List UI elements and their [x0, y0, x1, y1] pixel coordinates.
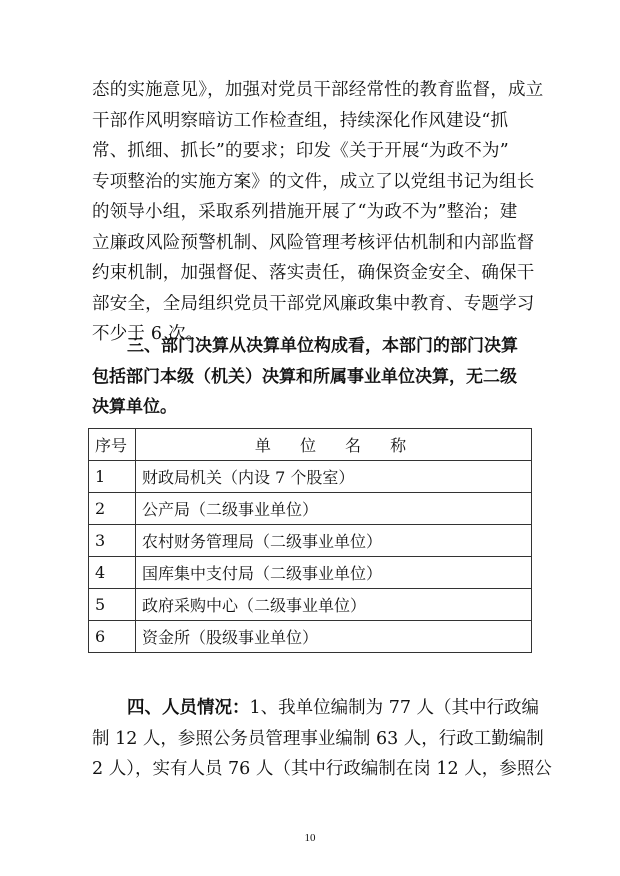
table-row: [89, 557, 532, 589]
paragraph-personnel: [92, 693, 552, 785]
cell-unit-name: 资金所（股级事业单位）: [136, 621, 532, 653]
table-row: [89, 493, 532, 525]
cell-unit-name: 国库集中支付局（二级事业单位）: [136, 557, 532, 589]
cell-serial: 1: [89, 461, 136, 493]
page-number: 10: [304, 832, 316, 844]
header-serial: 序号: [89, 429, 136, 461]
text-line: 制 12 人，参照公务员管理事业编制 63 人，行政工勤编制: [92, 728, 544, 749]
cell-serial: 4: [89, 557, 136, 589]
cell-serial: 5: [89, 589, 136, 621]
table-row: [89, 621, 532, 653]
text-line: 专项整治的实施方案》的文件，成立了以党组书记为组长: [92, 171, 535, 192]
text-line: 2 人），实有人员 76 人（其中行政编制在岗 12 人，参照公: [92, 759, 552, 779]
text-line: 约束机制，加强督促、落实责任，确保资金安全、确保干: [92, 263, 535, 283]
table-row: [89, 461, 532, 493]
section-heading-3: [92, 331, 532, 423]
paragraph-discipline: [92, 75, 544, 350]
section-heading-4: 四、人员情况：: [127, 698, 250, 718]
text-line: [92, 693, 540, 724]
text-line: 不少于 6 次。: [92, 324, 204, 344]
heading-line: 包括部门本级（机关）决算和所属事业单位决算，无二级: [92, 366, 517, 387]
text-line: 的领导小组，采取系列措施开展了“为政不为”整治；建: [92, 202, 518, 222]
header-unit-name: 单 位 名 称: [136, 429, 532, 461]
text-line: 部安全，全局组织党员干部党风廉政集中教育、专题学习: [92, 293, 535, 314]
cell-serial: 3: [89, 525, 136, 557]
heading-line: 决算单位。: [92, 397, 177, 417]
table-row: [89, 589, 532, 621]
cell-unit-name: 财政局机关（内设 7 个股室）: [136, 461, 532, 493]
cell-serial: 2: [89, 493, 136, 525]
table-header-row: [89, 429, 532, 461]
units-table: [88, 428, 532, 653]
text-line: 态的实施意见》，加强对党员干部经常性的教育监督，成立: [92, 80, 544, 100]
heading-line: 三、部门决算从决算单位构成看，本部门的部门决算: [127, 336, 518, 356]
text-line: 干部作风明察暗访工作检查组，持续深化作风建设“抓: [92, 110, 509, 131]
cell-unit-name: 农村财务管理局（二级事业单位）: [136, 525, 532, 557]
cell-serial: 6: [89, 621, 136, 653]
text-line: 常、抓细、抓长”的要求；印发《关于开展“为政不为”: [92, 141, 509, 161]
text-line: 立廉政风险预警机制、风险管理考核评估机制和内部监督: [92, 232, 535, 253]
cell-unit-name: 政府采购中心（二级事业单位）: [136, 589, 532, 621]
table-row: [89, 525, 532, 557]
personnel-text: 1、我单位编制为 77 人（其中行政编: [249, 698, 540, 718]
cell-unit-name: 公产局（二级事业单位）: [136, 493, 532, 525]
